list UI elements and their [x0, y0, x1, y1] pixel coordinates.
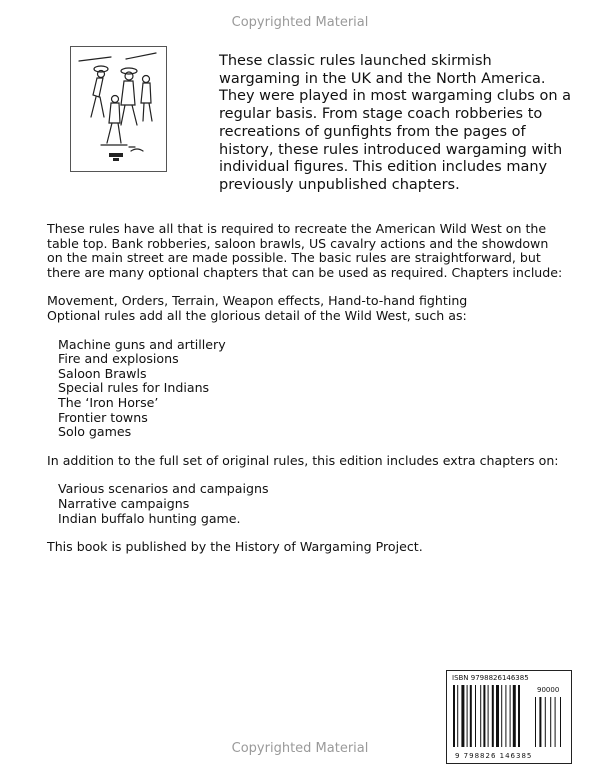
isbn-label: ISBN 9798826146385	[452, 674, 529, 682]
price-code: 90000	[537, 686, 560, 694]
list-item: Narrative campaigns	[58, 495, 190, 511]
publisher-line: This book is published by the History of Wargaming Project.	[47, 539, 423, 555]
isbn-digits: 9 798826 146385	[455, 752, 533, 760]
cowboy-figures-illustration-icon	[71, 47, 166, 171]
intro-paragraph: These rules have all that is required to recreate the American Wild West on the table top. Bank robberies, saloon brawls, US cavalry actions and the showdown on the main street are made possible. The basic rules are straightforward, but there are many optional chapters that can be used as required. Chapters include:	[47, 221, 563, 280]
list-item: Saloon Brawls	[58, 365, 147, 381]
list-item: Solo games	[58, 424, 132, 440]
cover-illustration	[70, 46, 167, 172]
list-item: Indian buffalo hunting game.	[58, 510, 241, 526]
blurb-paragraph: These classic rules launched skirmish wargaming in the UK and the North America. They were played in most wargaming clubs on a regular basis. From stage coach robberies to recreations of gunfights from the pages of history, these rules introduced wargaming with individual figures. This edition includes many previously unpublished chapters.	[219, 53, 572, 193]
list-item: Special rules for Indians	[58, 380, 210, 396]
description-body	[47, 222, 567, 555]
list-item: The ‘Iron Horse’	[58, 394, 159, 410]
list-item: Various scenarios and campaigns	[58, 481, 269, 497]
copyright-watermark-top: Copyrighted Material	[231, 15, 369, 30]
copyright-watermark-bottom: Copyrighted Material	[231, 741, 369, 756]
list-item: Machine guns and artillery	[58, 336, 226, 352]
list-item: Fire and explosions	[58, 351, 179, 367]
list-item: Frontier towns	[58, 409, 148, 425]
extra-chapters-list	[58, 482, 567, 526]
optional-rules-list	[58, 338, 567, 440]
chapters-line: Movement, Orders, Terrain, Weapon effects, Hand-to-hand fighting	[47, 293, 468, 309]
extra-intro: In addition to the full set of original rules, this edition includes extra chapters on:	[47, 452, 559, 468]
optional-intro: Optional rules add all the glorious detail of the Wild West, such as:	[47, 307, 467, 323]
